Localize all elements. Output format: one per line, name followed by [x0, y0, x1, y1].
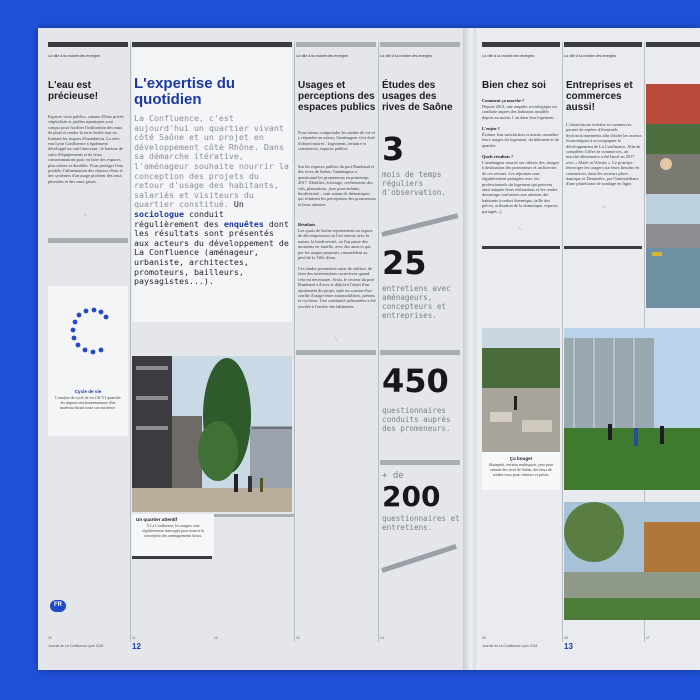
publication-name: Journal de La Confluence Lyon 2018	[482, 644, 538, 648]
market-photo	[646, 84, 700, 194]
language-badge: FR	[50, 600, 66, 612]
section-kicker: La ville à la croisée des énergies	[482, 54, 535, 58]
col4-title: Études des usages des rives de Saône	[382, 80, 453, 113]
stat-months-label: mois de temps réguliers d'observation.	[382, 170, 447, 197]
folio-number: 17	[646, 636, 650, 640]
folio-number: 14	[380, 636, 384, 640]
right-page	[476, 28, 700, 670]
column-rule	[132, 42, 292, 47]
column-rule	[132, 556, 212, 559]
column-rule	[380, 460, 460, 465]
triangle-ornament-icon: ∴	[518, 226, 522, 232]
stat-questionnaires-value: 450	[382, 362, 449, 400]
cycle-text: L'analyse de cycle de vie (ACV) quantifie les impacts environnementaux d'un matériau durant toute son existence.	[55, 396, 121, 410]
column-rule	[482, 246, 560, 249]
col3-result-title: Résultats	[298, 222, 316, 227]
a2: Évaluer leur satisfaction et mieux connaître leurs usages du logement, du bâtiment et du quartier.	[482, 132, 560, 148]
folio-number: 10	[48, 636, 52, 640]
cycle-title: Cycle de vie	[74, 389, 102, 394]
photo-caption	[132, 514, 214, 556]
column-rule	[646, 42, 700, 47]
col6-body: L'observatoire tertiaire et commerces permet de repérer d'éventuels dysfonctionnements afin d'aider les acteurs économiques à accompagner le développement de La Confluence. Afin de compléter l'offre de commerces, un marché alimentaire a été lancé en 2017 avec « Made in Voisins ». Le principe : interroger les usagers sur leurs besoins en commerces, dans les secteurs place nautique et Denuzière, par l'intermédiaire d'une plateforme de sondage en ligne.	[566, 122, 642, 187]
triangle-ornament-icon: ∴	[602, 204, 606, 210]
col1-title: L'eau est précieuse!	[48, 80, 99, 102]
stat-questionnaires-label: questionnaires conduits auprès des promeneurs.	[382, 406, 451, 433]
caption-text: À La Confluence, les usagers sont régulièrement interrogés pour nourrir la conception des aménagements futurs.	[142, 524, 204, 538]
column-rule	[564, 42, 642, 47]
playground-photo	[564, 502, 700, 620]
column-rule	[296, 350, 376, 355]
water-photo	[646, 194, 700, 308]
q1: Comment ça marche ?	[482, 98, 525, 103]
left-page	[38, 28, 463, 670]
col1-body: Espaces verts publics, canaux d'îlots privés végétalisés et jardins aquatiques sont conçus pour faciliter l'infiltration des eaux de pluie et rendre la terre fertile tout en limitant les risques d'inondation. La zéro eau Lyon Confluence a également développé un outil innovant ; le barème de suivi d'équipements et de leurs consommations pour en faire des espaces plus sobres et durables. Pour protéger l'eau potable, l'alimentation des chasses d'eau et des systèmes d'arrosage provient des eaux pluviales et des eaux grises.	[48, 114, 124, 184]
page-number-left: 12	[132, 642, 141, 651]
folio-number: 12	[214, 636, 218, 640]
stat-interviews-value: 25	[382, 244, 427, 282]
section-kicker: La ville à la croisée des énergies	[296, 54, 349, 58]
column-divider	[130, 42, 131, 642]
triangle-ornament-icon: ∴	[334, 336, 338, 342]
folio-number: 15	[482, 636, 486, 640]
column-divider	[378, 42, 379, 642]
q3: Quels résultats ?	[482, 154, 514, 159]
col5-title: Bien chez soi	[482, 80, 546, 91]
section-kicker: La ville à la croisée des énergies	[564, 54, 617, 58]
stat-prefix: + de	[382, 471, 404, 481]
column-rule	[48, 238, 128, 243]
sports-field-photo	[564, 328, 700, 490]
decorative-stroke	[381, 213, 458, 237]
stat-total-label: questionnaires et entretiens.	[382, 514, 460, 532]
col2-lead: La Confluence, c'est aujourd'hui un quartier vivant côté Saône et un projet en développement côté Rhône. Dans sa démarche itérative, l'aménageur souhaite nourrir la conception des projets du retour d'usage des habitants, salariés et visiteurs du quartier constitué. Un sociologue conduit régulièrement des enquêtes dont les résultats sont présentés aux acteurs du développement de La Confluence (aménageur, urbaniste, architectes, promoteurs, bailleurs, paysagistes...).	[134, 113, 289, 287]
caption-title: Un quartier attentif	[136, 517, 178, 522]
skatepark-photo	[482, 328, 560, 452]
stat-interviews-label: entretiens avec aménageurs, concepteurs et entreprises.	[382, 284, 451, 320]
caption-text: Skatepark, terrains multisports, jeux pour enfants des rives de Saône, des lieux de rendez-vous pour visiteurs et privés.	[488, 463, 554, 477]
column-rule	[48, 42, 128, 47]
column-divider	[294, 42, 295, 642]
column-rule	[482, 42, 560, 47]
folio-number: 11	[132, 636, 136, 640]
a1: Depuis 2012, une enquête sociologique est conduite auprès des habitants installés depuis au moins 1 an dans leur logement.	[482, 104, 558, 120]
spread-gutter	[463, 28, 476, 670]
column-rule	[564, 246, 642, 249]
column-rule	[296, 42, 376, 47]
col3-body2: Sur les espaces publics du port Rambaud et des rives de Saône, l'aménageur a questionné les promeneurs en printemps 2017. Mobilier, éclairage, revêtements des sols, plantations, jeux pour enfants, biodiversité... sont autant de thématiques qui éclairent les perceptions des promeneurs et leurs attentes.	[298, 164, 376, 207]
a3: L'aménageur nourrit ses cahiers des charges à destination des promoteurs et architectes de ces retours. Les réponses sont régulièrement partagées avec les professionnels du logement qui peuvent ainsi adapter leurs réalisations et les rendre davantage conformes aux attentes des habitants (confort thermique, taille des pièces, utilisation de la domotique, espaces partagés...).	[482, 160, 560, 214]
col3-body1: Pour mieux comprendre les modes de vie et y répondre au mieux, l'aménageur s'est doté d'observatoires : logements, tertiaire et commerces, espaces publics.	[298, 130, 375, 152]
publication-name: Journal de La Confluence Lyon 2018	[48, 644, 104, 648]
column-rule	[214, 514, 294, 517]
section-kicker: La ville à la croisée des énergies	[48, 54, 101, 58]
col6-title: Entreprises et commerces aussi!	[566, 80, 633, 113]
column-rule	[380, 350, 460, 355]
street-photo	[132, 356, 292, 512]
skatepark-caption	[482, 452, 560, 490]
folio-number: 16	[564, 636, 568, 640]
decorative-stroke	[381, 544, 457, 573]
col3-body3: Les quais de Saône représentent un espace de décompression où l'on renoue avec la nature, la biodiversité, où l'on passe des moments en famille, avec des amis et qui, par les usages proposés, rassemblent au pied de la Ville d'eau.	[298, 228, 373, 261]
col3-title: Usages et perceptions des espaces publics	[298, 80, 376, 113]
triangle-ornament-icon: ∴	[84, 212, 88, 218]
magazine-spread	[38, 28, 700, 670]
q2: L'enjeu ?	[482, 126, 500, 131]
caption-title: Ça bouge!	[509, 456, 533, 461]
page-number-right: 13	[564, 642, 573, 651]
cycle-dots-icon	[48, 286, 128, 376]
folio-number: 13	[296, 636, 300, 640]
column-divider	[562, 42, 563, 642]
stat-total-value: 200	[382, 480, 441, 513]
column-rule	[380, 42, 460, 47]
section-kicker: La ville à la croisée des énergies	[380, 54, 433, 58]
cycle-panel	[48, 286, 128, 436]
col3-body4: Ces études permettent aussi de réaliser, de faire des interventions correctives quand cela est nécessaire. Ainsi, le secteur du port Rambaud a d'ores et déjà fait l'objet d'un ajustement du projet, suite au constat d'un conflit d'usage entre automobilistes, piétons et cyclistes. Une continuité piétonnière a été recréée à l'arrière des bâtiments.	[298, 266, 376, 309]
col2-title: L'expertise du quotidien	[134, 75, 236, 108]
stat-months-value: 3	[382, 130, 405, 168]
